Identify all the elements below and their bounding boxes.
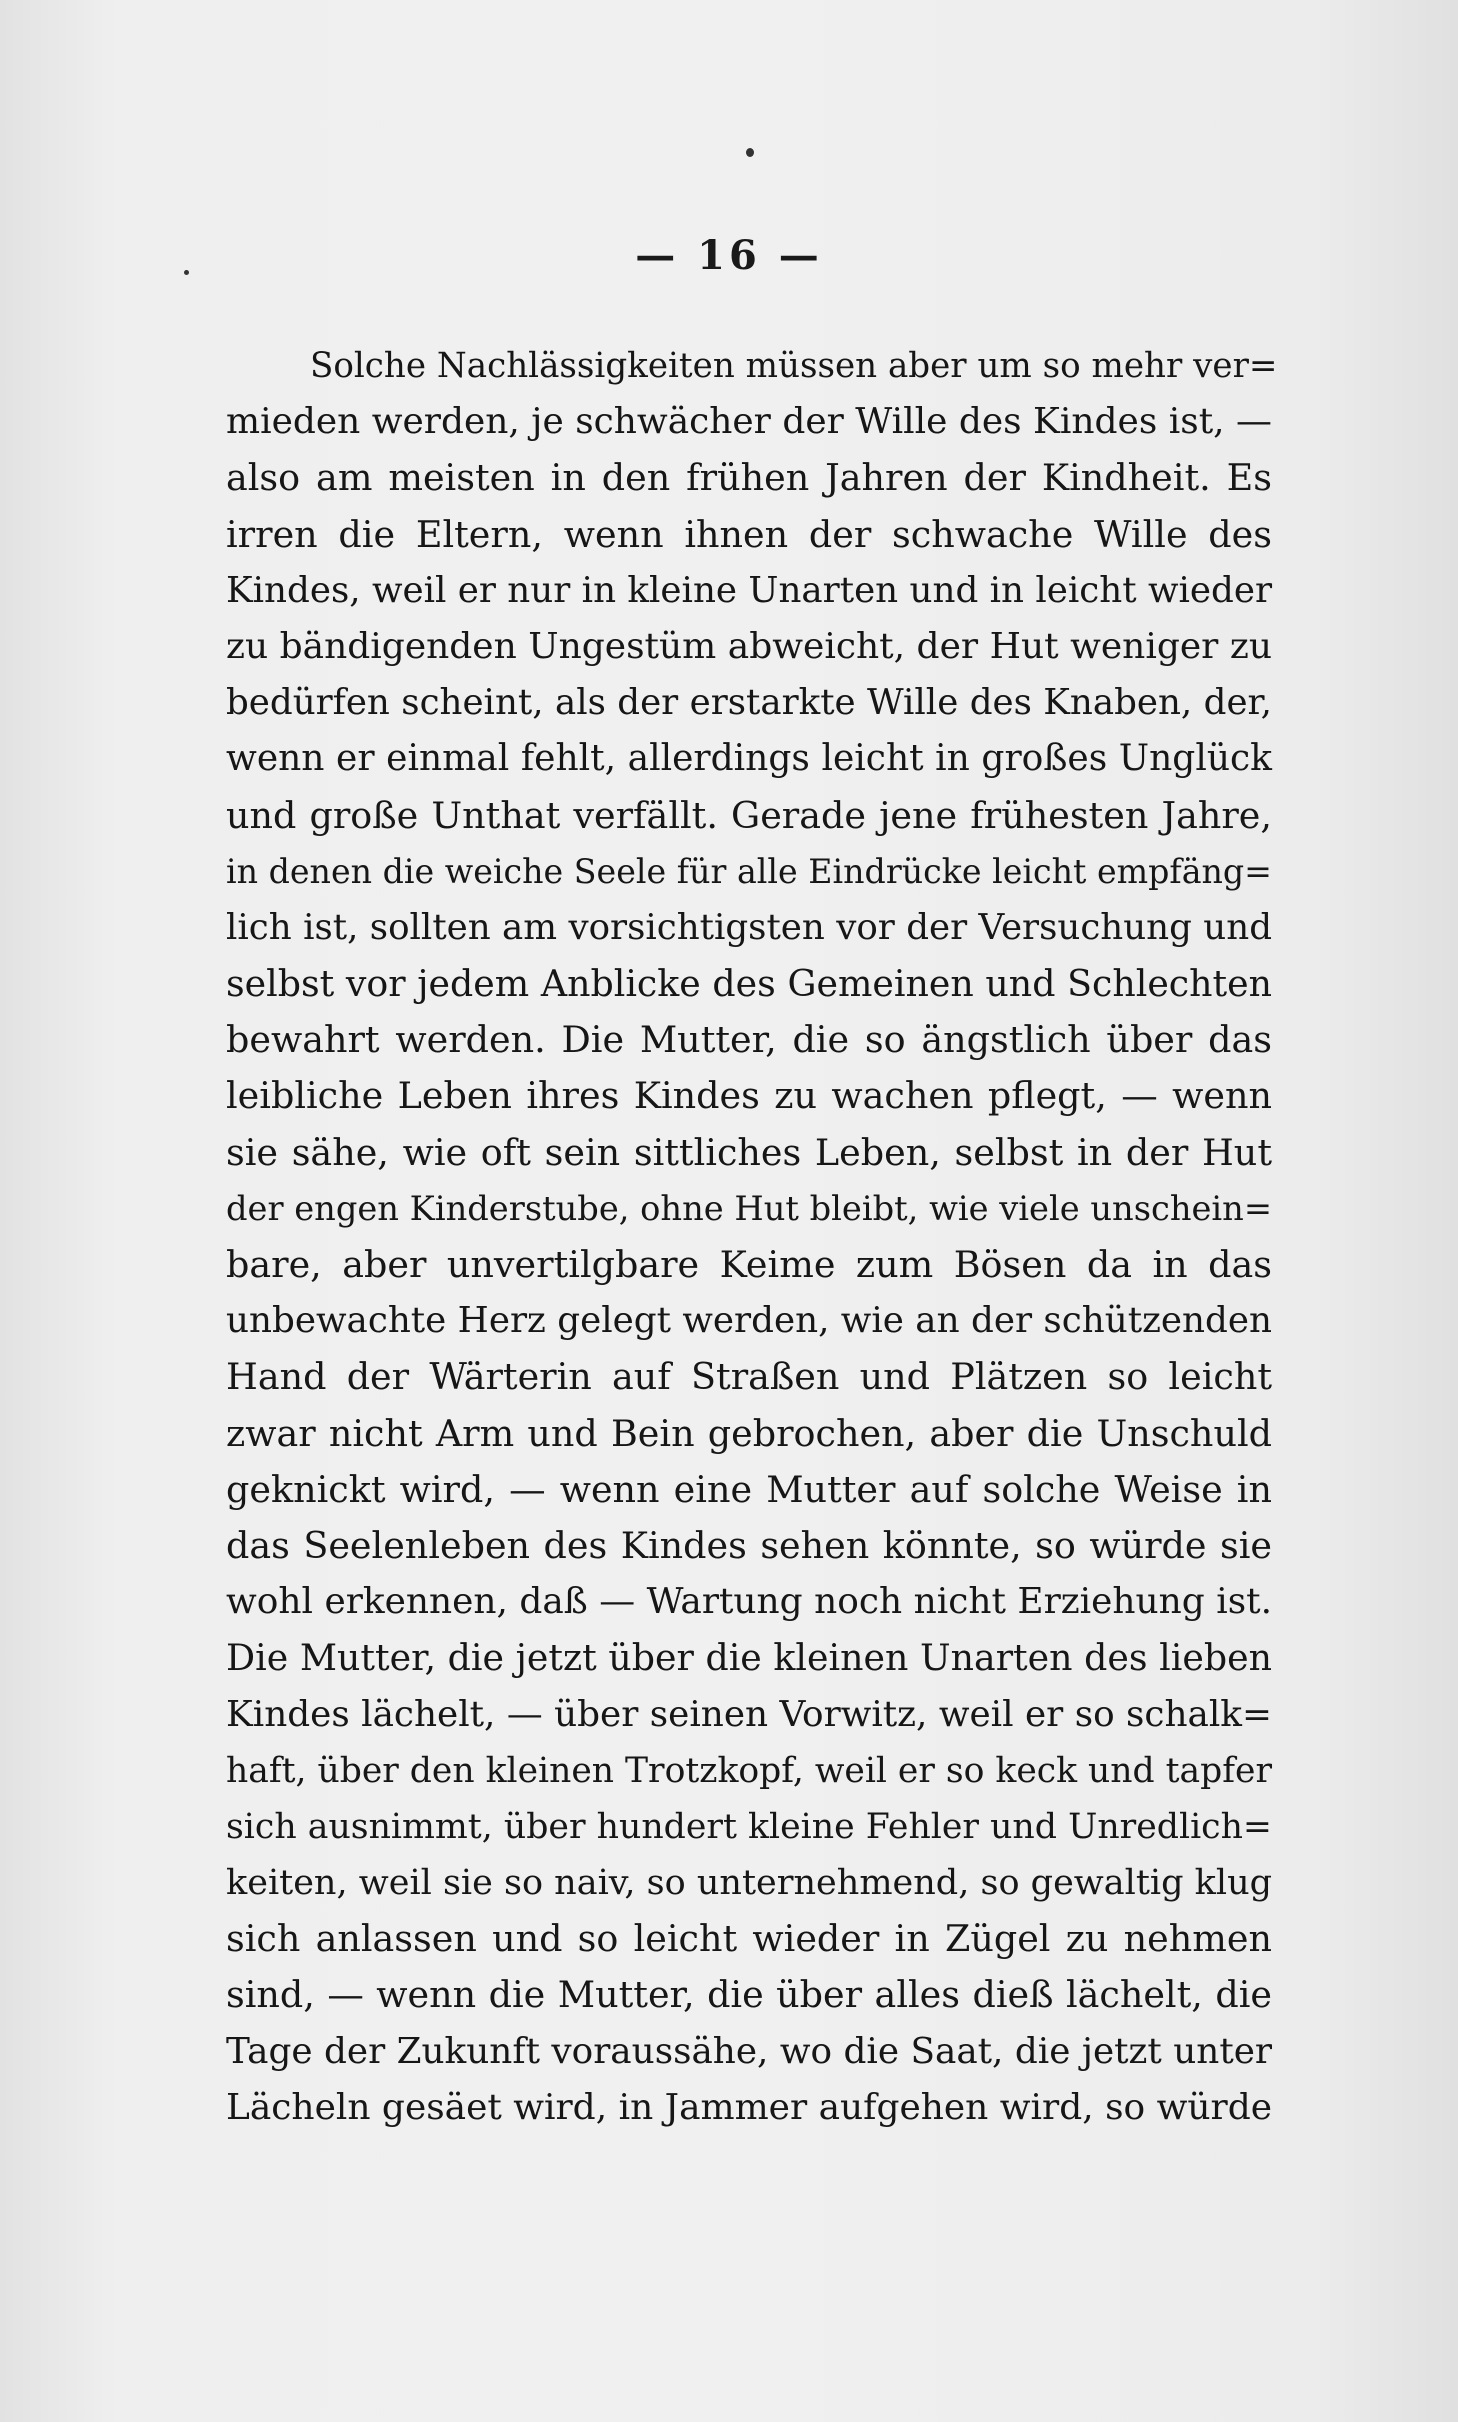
text-line: Lächeln gesäet wird, in Jammer aufgehen wird, so würde — [226, 2086, 1272, 2128]
text-line: irren die Eltern, wenn ihnen der schwache Wille des — [226, 512, 1272, 556]
text-line: leibliche Leben ihres Kindes zu wachen pflegt, — wenn — [226, 1074, 1272, 1118]
text-line: also am meisten in den frühen Jahren der Kindheit. Es — [226, 456, 1272, 500]
text-line: selbst vor jedem Anblicke des Gemeinen und Schlechten — [226, 962, 1272, 1006]
text-line: zu bändigenden Ungestüm abweicht, der Hut weniger zu — [226, 625, 1272, 667]
text-line: in denen die weiche Seele für alle Eindrücke leicht empfäng= — [226, 851, 1272, 891]
page-number: — 16 — — [635, 232, 823, 279]
text-line: bare, aber unvertilgbare Keime zum Bösen da in das — [226, 1243, 1272, 1286]
text-line: unbewachte Herz gelegt werden, wie an der schützenden — [226, 1300, 1272, 1342]
text-line: Die Mutter, die jetzt über die kleinen Unarten des lieben — [226, 1636, 1272, 1680]
text-line: lich ist, sollten am vorsichtigsten vor der Versuchung und — [226, 906, 1272, 948]
text-line: sich anlassen und so leicht wieder in Zügel zu nehmen — [226, 1917, 1272, 1961]
text-line: haft, über den kleinen Trotzkopf, weil er so keck und tapfer — [226, 1750, 1272, 1791]
text-line: Hand der Wärterin auf Straßen und Plätzen so leicht — [226, 1355, 1272, 1399]
ink-speck — [746, 148, 754, 157]
text-line: sich ausnimmt, über hundert kleine Fehler und Unredlich= — [226, 1806, 1272, 1847]
text-line: wenn er einmal fehlt, allerdings leicht in großes Unglück — [226, 738, 1272, 780]
text-line: sie sähe, wie oft sein sittliches Leben, selbst in der Hut — [226, 1130, 1272, 1174]
text-line: bewahrt werden. Die Mutter, die so ängstlich über das — [226, 1018, 1272, 1062]
text-line: wohl erkennen, daß — Wartung noch nicht Erziehung ist. — [226, 1581, 1272, 1623]
text-line: mieden werden, je schwächer der Wille des Kindes ist, — — [226, 401, 1272, 443]
text-line: geknickt wird, — wenn eine Mutter auf solche Weise in — [226, 1467, 1272, 1511]
text-line: sind, — wenn die Mutter, die über alles dieß lächelt, die — [226, 1973, 1272, 2017]
text-line: keiten, weil sie so naiv, so unternehmend, so gewaltig klug — [226, 1862, 1273, 1904]
text-line: Kindes lächelt, — über seinen Vorwitz, weil er so schalk= — [226, 1693, 1272, 1735]
text-line: zwar nicht Arm und Bein gebrochen, aber die Unschuld — [226, 1411, 1272, 1455]
text-line: das Seelenleben des Kindes sehen könnte, so würde sie — [226, 1523, 1272, 1567]
text-line: und große Unthat verfällt. Gerade jene frühesten Jahre, — [226, 793, 1272, 837]
text-line: bedürfen scheint, als der erstarkte Wille des Knaben, der, — [226, 682, 1272, 724]
text-line: Kindes, weil er nur in kleine Unarten und in leicht wieder — [226, 569, 1272, 611]
text-line: Solche Nachlässigkeiten müssen aber um so mehr ver= — [310, 346, 1278, 386]
body-text — [226, 338, 1278, 2136]
text-line: Tage der Zukunft voraussähe, wo die Saat, die jetzt unter — [226, 2030, 1272, 2072]
text-line: der engen Kinderstube, ohne Hut bleibt, wie viele unschein= — [226, 1188, 1273, 1228]
